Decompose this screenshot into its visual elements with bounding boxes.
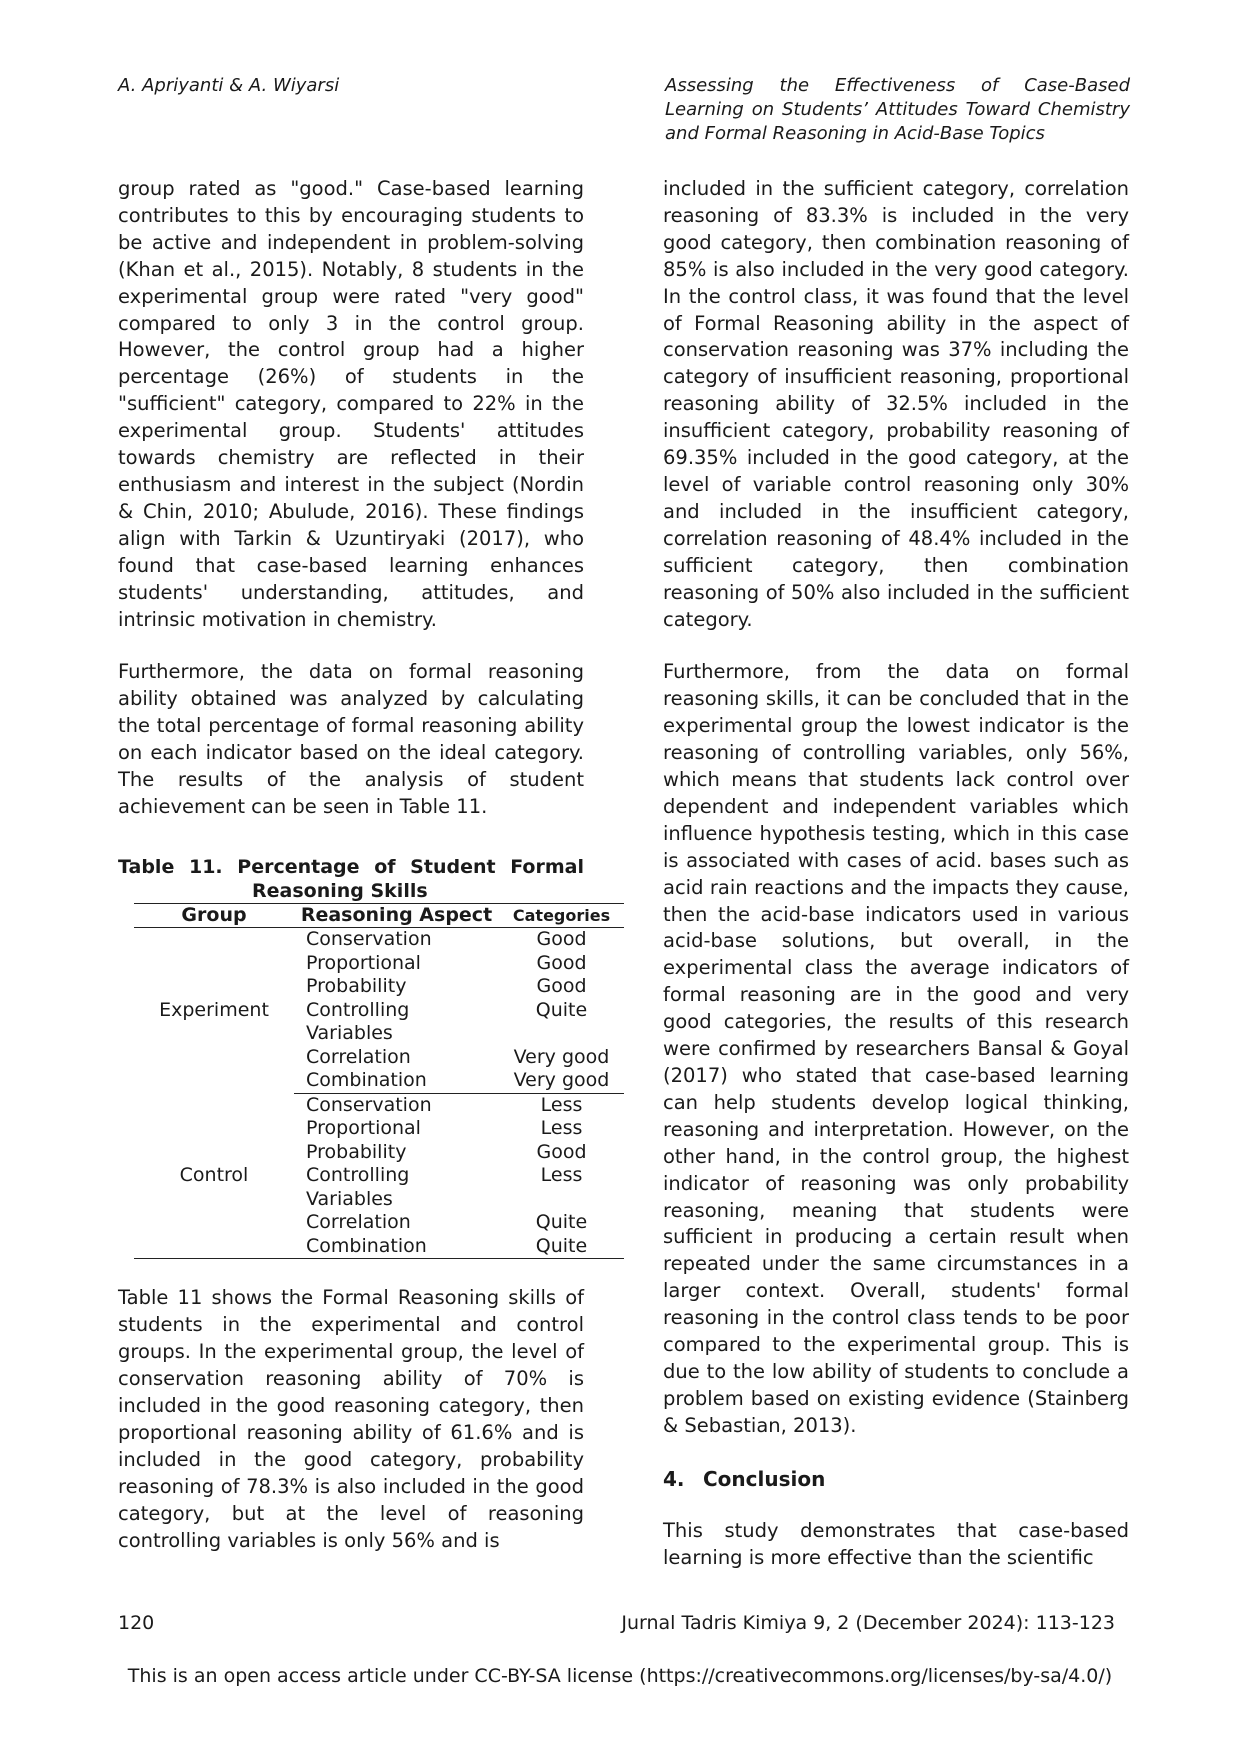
- right-column: [663, 176, 1129, 1572]
- aspect-cell: Controlling Variables: [306, 1164, 410, 1210]
- body-paragraph: This study demonstrates that case-based learning is more effective than the scientific: [663, 1518, 1129, 1569]
- body-paragraph: Table 11 shows the Formal Reasoning skills of students in the experimental and control groups. In the experimental group, the level of conservation reasoning ability of 70% is included in the good reasoning category, then proportional reasoning ability of 61.6% and is included in the good category, probability reasoning of 78.3% is also included in the good category, but at the level of reasoning controlling variables is only 56% and is: [118, 1286, 584, 1552]
- category-cell: Less: [499, 1093, 624, 1117]
- aspect-cell: Probability: [306, 1140, 407, 1163]
- aspect-cell: Proportional: [306, 951, 421, 974]
- table-row: [134, 928, 624, 952]
- category-cell: Good: [536, 1140, 587, 1163]
- category-cell: Good: [536, 951, 587, 974]
- section-number: 4.: [663, 1466, 685, 1491]
- journal-citation: Jurnal Tadris Kimiya 9, 2 (December 2024): 113-123: [621, 1612, 1115, 1634]
- aspect-cell: Proportional: [306, 1117, 421, 1140]
- running-header-title-line: Learning on Students’ Attitudes Toward Chemistry: [665, 99, 1130, 120]
- aspect-cell: Controlling Variables: [306, 998, 410, 1045]
- body-paragraph: included in the sufficient category, correlation reasoning of 83.3% is included in the very good category, then combination reasoning of 85% is also included in the very good category. In the control class, it was found that the level of Formal Reasoning ability in the aspect of conservation reasoning was 37% including the category of insufficient reasoning, proportional reasoning ability of 32.5% included in the insufficient category, probability reasoning of 69.35% included in the good category, at the level of variable control reasoning only 30% and included in the insufficient category, correlation reasoning of 48.4% included in the sufficient category, then combination reasoning of 50% also included in the sufficient category.: [663, 177, 1129, 631]
- group-cell: Experiment: [159, 999, 269, 1022]
- body-paragraph: Furthermore, from the data on formal reasoning skills, it can be concluded that in the experimental group the lowest indicator is the reasoning of controlling variables, only 56%, which means that students lack control over dependent and independent variables which influence hypothesis testing, which in this case is associated with cases of acid. bases such as acid rain reactions and the impacts they cause, then the acid-base indicators used in various acid-base solutions, but overall, in the experimental class the average indicators of formal reasoning are in the good and very good categories, the results of this research were confirmed by researchers Bansal & Goyal (2017) who stated that case-based learning can help students develop logical thinking, reasoning and interpretation. However, on the other hand, in the control group, the highest indicator of reasoning was only probability reasoning, meaning that students were sufficient in producing a certain result when repeated under the same circumstances in a larger context. Overall, students' formal reasoning in the control class tends to be poor compared to the experimental group. This is due to the low ability of students to conclude a problem based on existing evidence (Stainberg & Sebastian, 2013).: [663, 660, 1129, 1437]
- aspect-cell: Correlation: [306, 1211, 411, 1234]
- body-paragraph: group rated as "good." Case-based learning contributes to this by encouraging students to be active and independent in problem-solving (Khan et al., 2015). Notably, 8 students in the experimental group were rated "very good" compared to only 3 in the control group. However, the control group had a higher percentage (26%) of students in the "sufficient" category, compared to 22% in the experimental group. Students' attitudes towards chemistry are reflected in their enthusiasm and interest in the subject (Nordin & Chin, 2010; Abulude, 2016). These findings align with Tarkin & Uzuntiryaki (2017), who found that case-based learning enhances students' understanding, attitudes, and intrinsic motivation in chemistry.: [118, 177, 584, 631]
- running-header-title-line: and Formal Reasoning in Acid-Base Topics: [665, 123, 1045, 144]
- section-title: Conclusion: [703, 1466, 826, 1491]
- page-number: 120: [118, 1612, 155, 1634]
- category-cell: Good: [536, 975, 587, 998]
- table-caption: [118, 855, 584, 903]
- running-header-authors: A. Apriyanti & A. Wiyarsi: [118, 75, 340, 96]
- category-cell: Quite: [499, 1235, 624, 1259]
- column-header-aspect: Reasoning Aspect: [294, 903, 499, 928]
- category-cell: Quite: [535, 1211, 588, 1234]
- license-notice: This is an open access article under CC-BY-SA license (https://creativecommons.org/licenses/by-sa/4.0/): [127, 1665, 1113, 1687]
- column-header-category: Categories: [499, 903, 624, 928]
- table-caption-line: Reasoning Skills: [252, 879, 428, 902]
- aspect-cell: Combination: [306, 1069, 427, 1092]
- category-cell: Less: [540, 1164, 583, 1187]
- aspect-cell: Conservation: [294, 1093, 499, 1117]
- aspect-cell: Correlation: [306, 1045, 411, 1068]
- running-header-title: [665, 74, 1130, 146]
- table-caption-line: Table 11. Percentage of Student Formal: [118, 855, 584, 878]
- running-header-title-line: Assessing the Effectiveness of Case-Based: [665, 75, 1130, 96]
- aspect-cell: Conservation: [306, 928, 432, 951]
- table-row: [134, 1093, 624, 1117]
- category-cell: Very good: [513, 1069, 610, 1092]
- body-paragraph: Furthermore, the data on formal reasoning ability obtained was analyzed by calculating the total percentage of formal reasoning ability on each indicator based on the ideal category. The results of the analysis of student achievement can be seen in Table 11.: [118, 660, 584, 818]
- group-cell: Control: [134, 1093, 294, 1259]
- aspect-cell: Probability: [306, 975, 407, 998]
- category-cell: Less: [540, 1117, 583, 1140]
- section-heading: [663, 1466, 1129, 1492]
- column-header-group: Group: [134, 903, 294, 928]
- category-cell: Very good: [513, 1045, 610, 1068]
- formal-reasoning-table: [134, 903, 624, 1260]
- left-column: [118, 176, 611, 1554]
- category-cell: Good: [536, 928, 587, 951]
- category-cell: Quite: [535, 998, 588, 1021]
- aspect-cell: Combination: [294, 1235, 499, 1259]
